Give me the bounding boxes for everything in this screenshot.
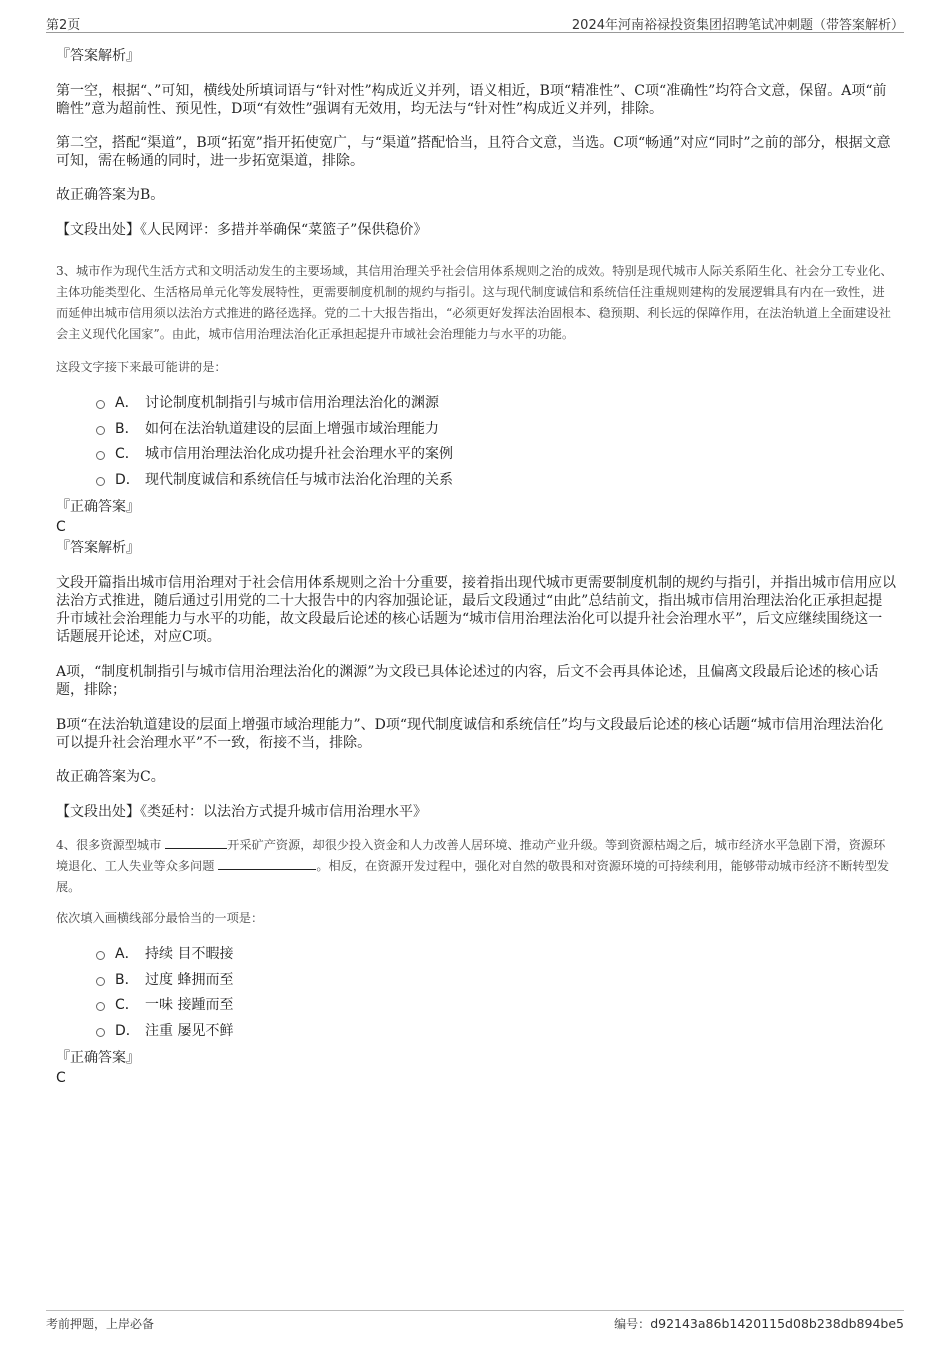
q3-analysis-para3: B项“在法治轨道建设的层面上增强市域治理能力”、D项“现代制度诚信和系统信任”均与文段最后论述的核心话题“城市信用治理法治化可以提升社会治理水平”不一致，衔接不当，排除。: [56, 717, 884, 751]
radio-button-icon[interactable]: [96, 477, 105, 486]
option-text: 城市信用治理法治化成功提升社会治理水平的案例: [145, 446, 453, 462]
q3-analysis-label: 『答案解析』: [56, 540, 140, 556]
option-letter: A．: [115, 946, 139, 962]
footer-code-value: d92143a86b1420115d08b238db894be5: [650, 1316, 904, 1331]
page-content: [56, 40, 896, 1087]
q3-conclusion: 故正确答案为C。: [56, 769, 165, 785]
q2-conclusion: 故正确答案为B。: [56, 187, 165, 203]
q3-option-a[interactable]: [56, 393, 896, 419]
q4-option-d[interactable]: [56, 1021, 896, 1047]
option-letter: B．: [115, 420, 139, 437]
option-letter: C．: [115, 446, 139, 462]
footer-code-label: 编号：: [614, 1317, 651, 1331]
page-header: [46, 10, 904, 33]
option-text: 如何在法治轨道建设的层面上增强市域治理能力: [145, 420, 439, 437]
q3-answer: C: [56, 519, 66, 535]
q3-question: 这段文字接下来最可能讲的是：: [56, 360, 227, 374]
q4-stem: [56, 835, 896, 898]
q4-stem-part2: 开采矿产资源，却很少投入资金和人力改善人居环境、推动产业升级。等到资源枯竭之后，城市经济水平急剧下滑，资源环境退化、工人失业等众多问题: [56, 838, 886, 873]
q3-options: [56, 393, 896, 495]
q4-answer: C: [56, 1070, 66, 1086]
radio-button-icon[interactable]: [96, 951, 105, 960]
q4-question: 依次填入画横线部分最恰当的一项是：: [56, 911, 264, 925]
footer-slogan: 考前押题，上岸必备: [46, 1317, 155, 1331]
q3-analysis-para2: A项，“制度机制指引与城市信用治理法治化的渊源”为文段已具体论述过的内容，后文不会再具体论述，且偏离文段最后论述的核心话题，排除；: [56, 664, 879, 698]
q4-option-c[interactable]: [56, 995, 896, 1021]
option-text: 持续 目不暇接: [145, 946, 234, 962]
q4-blank-2: [218, 857, 316, 870]
q4-answer-label: 『正确答案』: [56, 1050, 140, 1066]
radio-button-icon[interactable]: [96, 977, 105, 986]
option-letter: A．: [115, 395, 139, 411]
option-text: 注重 屡见不鲜: [145, 1022, 234, 1039]
option-text: 一味 接踵而至: [145, 997, 234, 1013]
option-letter: D．: [115, 1022, 140, 1039]
q4-option-a[interactable]: [56, 944, 896, 970]
q2-analysis-para2: 第二空，搭配“渠道”，B项“拓宽”指开拓使宽广，与“渠道”搭配恰当，且符合文意，当选。C项“畅通”对应“同时”之前的部分，根据文意可知，需在畅通的同时，进一步拓宽渠道，排除。: [56, 135, 891, 169]
page-number: 第2页: [46, 18, 81, 33]
q2-source: 【文段出处】《人民网评：多措并举确保“菜篮子”保供稳价》: [56, 222, 428, 238]
option-letter: C．: [115, 997, 139, 1013]
q4-stem-part1: 4、很多资源型城市: [56, 838, 162, 852]
q3-option-b[interactable]: [56, 419, 896, 445]
radio-button-icon[interactable]: [96, 451, 105, 460]
q2-analysis-label: 『答案解析』: [56, 48, 140, 64]
q4-stem-part3: 。相反，在资源开发过程中，强化对自然的敬畏和对资源环境的可持续利用，能够带动城市经济不断转型发展。: [56, 859, 890, 894]
option-letter: D．: [115, 471, 140, 488]
q3-option-d[interactable]: [56, 470, 896, 496]
option-letter: B．: [115, 971, 139, 988]
q4-options: [56, 944, 896, 1046]
option-text: 过度 蜂拥而至: [145, 971, 234, 988]
q4-option-b[interactable]: [56, 970, 896, 996]
q4-blank-1: [165, 836, 227, 849]
footer-code: [614, 1315, 904, 1332]
q3-answer-label: 『正确答案』: [56, 499, 140, 515]
q3-option-c[interactable]: [56, 444, 896, 470]
q3-analysis-para1: 文段开篇指出城市信用治理对于社会信用体系规则之治十分重要，接着指出现代城市更需要制度机制的规约与指引，并指出城市信用应以法治方式推进，随后通过引用党的二十大报告中的内容加强论证，最后文段通过“由此”总结前文，指出城市信用治理法治化正承担起提升市域社会治理能力与水平的功能，故文段最后论述的核心话题为“城市信用治理法治化可以提升社会治理水平”，后文应继续围绕这一话题展开论述，对应C项。: [56, 575, 896, 645]
q2-analysis-para1: 第一空，根据“、”可知，横线处所填词语与“针对性”构成近义并列，语义相近，B项“精准性”、C项“准确性”均符合文意，保留。A项“前瞻性”意为超前性、预见性，D项“有效性”强调有无效用，均无法与“针对性”构成近义并列，排除。: [56, 83, 887, 117]
radio-button-icon[interactable]: [96, 426, 105, 435]
q3-source: 【文段出处】《类延村：以法治方式提升城市信用治理水平》: [56, 804, 427, 820]
radio-button-icon[interactable]: [96, 1002, 105, 1011]
radio-button-icon[interactable]: [96, 1028, 105, 1037]
option-text: 现代制度诚信和系统信任与城市法治化治理的关系: [145, 471, 453, 488]
radio-button-icon[interactable]: [96, 400, 105, 409]
option-text: 讨论制度机制指引与城市信用治理法治化的渊源: [145, 395, 439, 411]
q3-stem: 3、城市作为现代生活方式和文明活动发生的主要场域，其信用治理关乎社会信用体系规则之治的成效。特别是现代城市人际关系陌生化、社会分工专业化、主体功能类型化、生活格局单元化等发展特性，更需要制度机制的规约与指引。这与现代制度诚信和系统信任注重规则建构的发展逻辑具有内在一致性，进而延伸出城市信用须以法治方式推进的路径选择。党的二十大报告指出，“必须更好发挥法治固根本、稳预期、利长远的保障作用，在法治轨道上全面建设社会主义现代化国家”。由此，城市信用治理法治化正承担起提升市域社会治理能力与水平的功能。: [56, 264, 893, 341]
document-title: 2024年河南裕禄投资集团招聘笔试冲刺题（带答案解析）: [571, 18, 904, 33]
page-footer: [46, 1310, 904, 1333]
